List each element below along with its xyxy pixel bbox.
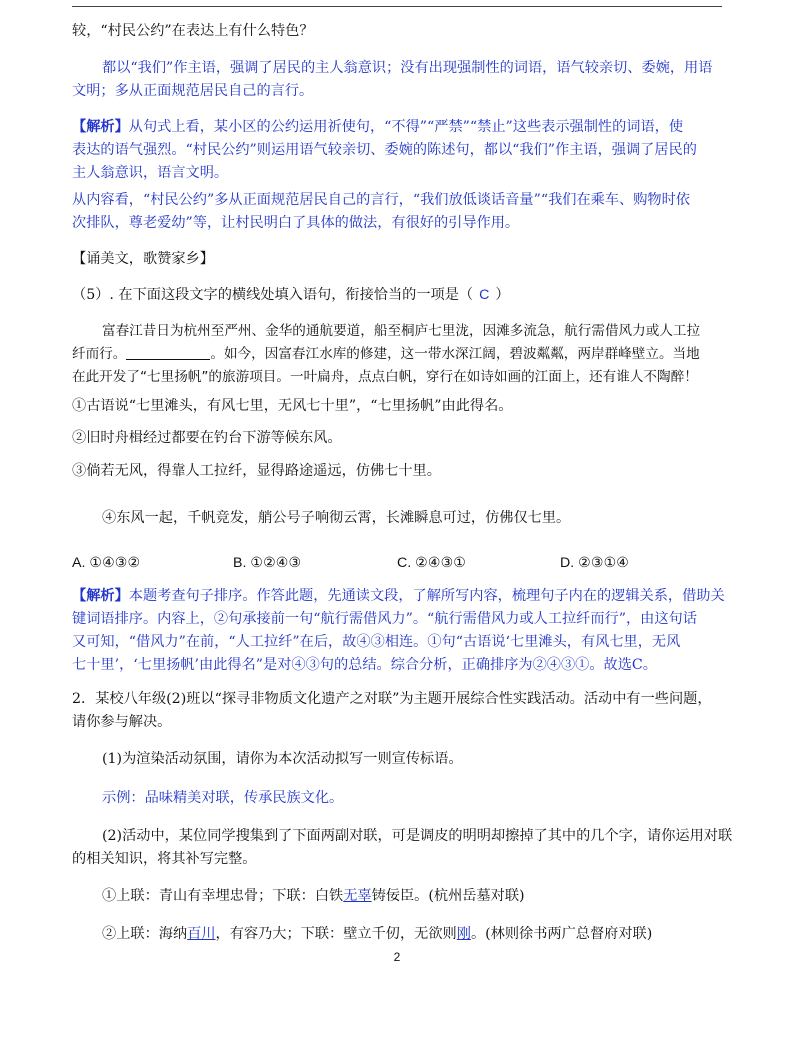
choice-options xyxy=(72,550,722,576)
analysis-text: 本题考查句子排序。作答此题，先通读文段，了解所写内容，梳理句子内在的逻辑关系，借助关 xyxy=(128,588,725,604)
sub-question: (2)活动中，某位同学搜集到了下面两副对联，可是调皮的明明却擦掉了其中的几个字，请你运用对联 xyxy=(102,828,733,844)
fill-blank xyxy=(126,345,210,360)
example-answer: 示例：品味精美对联，传承民族文化。 xyxy=(102,790,344,806)
choice-a: A. ①④③② xyxy=(72,555,141,571)
choice-c: C. ②④③① xyxy=(397,555,467,571)
passage-line: 在此开发了“七里扬帆”的旅游项目。一叶扁舟，点点白帆，穿行在如诗如画的江面上，还有谁人不陶醉！ xyxy=(72,369,698,385)
sentence-option: ②旧时舟楫经过都要在钓台下游等候东风。 xyxy=(72,430,342,446)
couplet-text: 铸佞臣。(杭州岳墓对联) xyxy=(371,888,525,904)
question-line: 较，“村民公约”在表达上有什么特色？ xyxy=(72,23,314,39)
choice-d: D. ②③①④ xyxy=(560,555,630,571)
analysis-tag: 【解析】 xyxy=(72,119,129,135)
couplet-text: ②上联：海纳 xyxy=(102,926,188,942)
analysis-line: 七十里’，‘七里扬帆’由此得名”是对④③句的总结。综合分析，正确排序为②④③①。故选C。 xyxy=(72,657,657,673)
sentence-option: ④东风一起，千帆竞发，艄公号子响彻云霄，长滩瞬息可过，仿佛仅七里。 xyxy=(102,510,571,526)
sub-question: (1)为渲染活动氛围，请你为本次活动拟写一则宣传标语。 xyxy=(102,751,463,767)
analysis-text: 从句式上看，某小区的公约运用祈使句，“不得”“严禁”“禁止”这些表示强制性的词语，使 xyxy=(128,119,684,135)
header-rule xyxy=(72,6,722,7)
couplet-text: ①上联：青山有幸埋忠骨；下联：白铁 xyxy=(102,888,344,904)
question-text-end: ） xyxy=(495,287,510,303)
analysis-line: 次排队，尊老爱幼”等，让村民明白了具体的做法，有很好的引导作用。 xyxy=(72,215,520,231)
analysis-tag: 【解析】 xyxy=(72,588,129,604)
filled-word: 刚 xyxy=(456,926,471,942)
page-number: 2 xyxy=(393,950,401,964)
sentence-option: ③倘若无风，得靠人工拉纤，显得路途遥远，仿佛七十里。 xyxy=(72,463,441,479)
choice-b: B. ①②④③ xyxy=(233,555,302,571)
sentence-option: ①古语说“七里滩头，有风七里，无风七十里”，“七里扬帆”由此得名。 xyxy=(72,398,513,414)
analysis-line: 主人翁意识，语言文明。 xyxy=(72,165,229,181)
question-line xyxy=(72,282,722,308)
couplet-line xyxy=(102,883,752,909)
analysis-line: 键词语排序。内容上，②句承接前一句“航行需借风力”。“航行需借风力或人工拉纤而行”，由这句话 xyxy=(72,611,697,627)
couplet-text: ，有容乃大；下联：壁立千仞，无欲则 xyxy=(215,926,457,942)
sub-question: 的相关知识，将其补写完整。 xyxy=(72,851,257,867)
analysis-line: 从内容看，“村民公约”多从正面规范居民自己的言行，“我们放低谈话音量”“我们在乘车、购物时依 xyxy=(72,192,690,208)
section-heading: 【诵美文，歌赞家乡】 xyxy=(72,251,214,267)
couplet-line xyxy=(102,921,752,947)
answer-line: 文明；多从正面规范居民自己的言行。 xyxy=(72,83,314,99)
passage-text: 。如今，因富春江水库的修建，这一带水深江阔，碧波粼粼，两岸群峰壁立。当地 xyxy=(210,346,700,362)
answer-choice: C xyxy=(479,287,490,303)
question-line: 2．某校八年级(2)班以“探寻非物质文化遗产之对联”为主题开展综合性实践活动。活动中有一些问题， xyxy=(72,691,712,707)
couplet-text: 。(林则徐书两广总督府对联) xyxy=(470,926,653,942)
filled-word: 无辜 xyxy=(343,888,372,904)
question-line: 请你参与解决。 xyxy=(72,714,172,730)
analysis-line: 又可知，“借风力”在前，“人工拉纤”在后，故④③相连。①句“古语说‘七里滩头，有风七里，无风 xyxy=(72,634,681,650)
passage-line: 富春江昔日为杭州至严州、金华的通航要道，船至桐庐七里泷，因滩多流急，航行需借风力或人工拉 xyxy=(102,323,701,339)
filled-word: 百川 xyxy=(187,926,216,942)
analysis-line: 表达的语气强烈。“村民公约”则运用语气较亲切、委婉的陈述句，都以“我们”作主语，强调了居民的 xyxy=(72,142,697,158)
passage-text: 纤而行。 xyxy=(72,346,127,362)
question-text: （5）. 在下面这段文字的横线处填入语句，衔接恰当的一项是（ xyxy=(72,287,474,303)
answer-line: 都以“我们”作主语，强调了居民的主人翁意识；没有出现强制性的词语，语气较亲切、委婉，用语 xyxy=(102,60,713,76)
